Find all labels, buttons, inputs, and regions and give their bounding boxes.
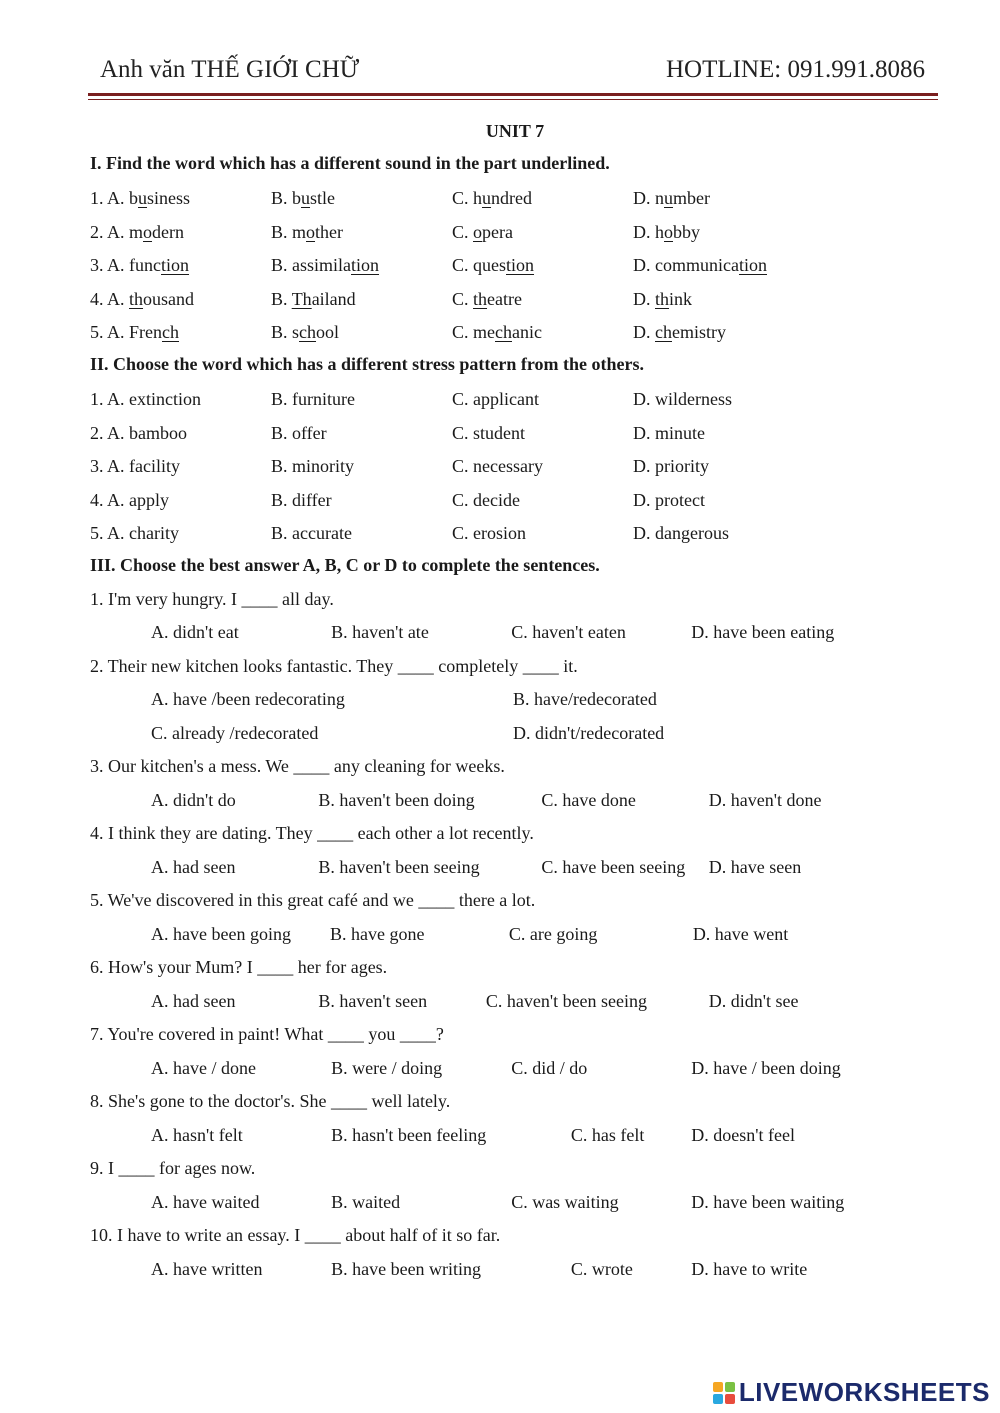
sound-option [452, 217, 633, 247]
answer-options [90, 785, 940, 819]
question-text: 7. You're covered in paint! What ____ you ____? [90, 1024, 444, 1044]
option-text: ndred [491, 188, 532, 209]
sound-option [633, 250, 814, 280]
option-text: D. [633, 288, 655, 309]
answer-option[interactable]: A. have /been redecorating [151, 689, 345, 709]
header-hotline: HOTLINE: 091.991.8086 [666, 56, 925, 83]
option-text: bby [673, 221, 700, 242]
answer-option[interactable]: B. waited [331, 1191, 401, 1212]
answer-option[interactable]: C. have done [541, 789, 636, 810]
answer-options [90, 718, 940, 752]
option-text: C. ques [452, 255, 506, 276]
sound-option [271, 317, 452, 347]
sound-option [452, 250, 633, 280]
answer-options [90, 1053, 940, 1087]
answer-option[interactable]: D. haven't done [708, 789, 822, 810]
page-header [100, 56, 925, 84]
answer-options [90, 684, 940, 718]
answer-option[interactable]: D. doesn't feel [691, 1124, 795, 1145]
answer-option[interactable]: B. have gone [329, 923, 425, 944]
section-2-title: II. Choose the word which has a different stress pattern from the others. [90, 354, 644, 374]
underlined-part: u [301, 188, 311, 209]
option-text: 4. A. [90, 288, 130, 309]
header-rule-thin [88, 99, 938, 100]
answer-option[interactable]: A. have written [151, 1258, 263, 1279]
sound-option [90, 284, 271, 314]
sound-option [90, 250, 271, 280]
header-rule-thick [88, 93, 938, 96]
option-text: siness [147, 188, 191, 209]
answer-option[interactable]: C. are going [508, 923, 598, 944]
underlined-part: u [664, 188, 673, 209]
option-text: B. m [271, 221, 307, 242]
underlined-part: tion [506, 255, 535, 276]
answer-options [90, 1187, 940, 1221]
option-text: 5. A. Fren [90, 322, 162, 343]
stress-option: 5. A. charity [90, 523, 179, 544]
sound-option [452, 317, 633, 347]
answer-option[interactable]: C. haven't been seeing [485, 990, 648, 1011]
stress-option: 2. A. bamboo [90, 422, 187, 443]
answer-options [90, 1254, 940, 1288]
logo-mark-icon [713, 1382, 735, 1404]
stress-question-row [90, 383, 940, 417]
answer-option[interactable]: D. have been eating [691, 622, 835, 642]
option-text: C. h [452, 188, 483, 209]
sound-option [452, 284, 633, 314]
stress-option: B. minority [271, 456, 355, 477]
sound-option [633, 183, 814, 213]
sound-option [271, 183, 452, 213]
option-text: D. h [633, 221, 664, 242]
underlined-part: ch [299, 322, 317, 343]
stress-option: B. offer [271, 422, 327, 443]
header-brand: Anh văn THẾ GIỚI CHỮ [100, 56, 360, 83]
underlined-part: u [138, 188, 148, 209]
stress-option: C. decide [452, 489, 520, 510]
option-text: ailand [311, 288, 356, 309]
answer-options [90, 1120, 940, 1154]
underlined-part: u [482, 188, 492, 209]
section-3-title: III. Choose the best answer A, B, C or D to complete the sentences. [90, 555, 600, 575]
option-text: C. [452, 221, 474, 242]
option-text: eatre [487, 288, 522, 309]
stress-option: 4. A. apply [90, 489, 169, 510]
option-text: ousand [143, 288, 195, 309]
option-text: 2. A. m [90, 221, 144, 242]
answer-option[interactable]: A. had seen [151, 856, 236, 877]
section-1-title: I. Find the word which has a different sound in the part underlined. [90, 153, 610, 173]
answer-option[interactable]: D. didn't/redecorated [513, 722, 665, 743]
question-text: 6. How's your Mum? I ____ her for ages. [90, 957, 388, 977]
stress-option: C. erosion [452, 523, 526, 544]
stress-option: D. minute [633, 422, 705, 443]
option-text: anic [512, 322, 542, 343]
underlined-part: tion [351, 255, 380, 276]
option-text: pera [482, 221, 513, 242]
answer-option[interactable]: D. have to write [691, 1258, 808, 1279]
answer-option[interactable]: A. have been going [151, 923, 291, 944]
answer-option[interactable]: D. have seen [708, 856, 802, 877]
stress-question-row [90, 450, 940, 484]
answer-option[interactable]: A. had seen [151, 990, 236, 1011]
stress-option: C. necessary [452, 456, 543, 477]
option-text: ool [316, 322, 340, 343]
stress-option: D. protect [633, 489, 705, 510]
section-3-questions [90, 584, 940, 1288]
option-text: B. assimila [271, 255, 351, 276]
answer-option[interactable]: A. hasn't felt [151, 1124, 243, 1145]
underlined-part: tion [161, 255, 190, 276]
option-text: stle [310, 188, 336, 209]
unit-title: UNIT 7 [485, 121, 545, 141]
underlined-part: ch [162, 322, 179, 343]
question-text: 9. I ____ for ages now. [90, 1158, 256, 1178]
option-text: C. [452, 288, 474, 309]
sound-option [452, 183, 633, 213]
sound-option [90, 317, 271, 347]
answer-option[interactable]: D. didn't see [708, 990, 799, 1011]
answer-option[interactable]: B. haven't been doing [318, 789, 475, 810]
sound-question-row [90, 316, 940, 350]
underlined-part: o [473, 221, 483, 242]
answer-option[interactable]: A. didn't do [151, 789, 236, 810]
answer-options [90, 919, 940, 953]
sound-option [90, 217, 271, 247]
underlined-part: th [473, 288, 488, 309]
sound-option [271, 217, 452, 247]
sound-option [271, 284, 452, 314]
underlined-part: o [143, 221, 153, 242]
option-text: emistry [672, 322, 726, 343]
sound-option [271, 250, 452, 280]
answer-option[interactable]: B. haven't seen [318, 990, 428, 1011]
stress-option: D. wilderness [633, 389, 732, 410]
answer-option[interactable]: C. haven't eaten [511, 622, 626, 642]
sound-option [90, 183, 271, 213]
answer-option[interactable]: B. haven't ate [331, 622, 429, 642]
answer-option[interactable]: B. were / doing [331, 1057, 443, 1078]
underlined-part: o [306, 221, 316, 242]
worksheet-content [90, 118, 940, 1287]
underlined-part: ch [655, 322, 672, 343]
answer-option[interactable]: D. have been waiting [691, 1191, 845, 1212]
question-text: 2. Their new kitchen looks fantastic. They ____ completely ____ it. [90, 655, 578, 676]
answer-option[interactable]: C. have been seeing [541, 856, 686, 877]
option-text: B. [271, 288, 292, 309]
liveworksheets-logo [713, 1377, 990, 1408]
sound-option [633, 217, 814, 247]
answer-option[interactable]: B. haven't been seeing [318, 856, 480, 877]
option-text: 1. A. b [90, 188, 139, 209]
stress-option: 1. A. extinction [90, 389, 201, 410]
stress-question-row [90, 483, 940, 517]
answer-option[interactable]: A. didn't eat [151, 622, 239, 642]
logo-text: LIVEWORKSHEETS [738, 1377, 990, 1407]
stress-option: B. accurate [271, 523, 352, 544]
stress-question-row [90, 517, 940, 551]
answer-option[interactable]: B. have/redecorated [513, 689, 657, 709]
option-text: ink [669, 288, 693, 309]
underlined-part: th [129, 288, 144, 309]
stress-option: C. student [452, 422, 526, 443]
stress-option: D. priority [633, 456, 709, 477]
underlined-part: tion [738, 255, 767, 276]
section-1-rows [90, 182, 940, 350]
question-text: 1. I'm very hungry. I ____ all day. [90, 588, 334, 609]
answer-option[interactable]: D. have / been doing [691, 1057, 841, 1078]
stress-option: D. dangerous [633, 523, 729, 544]
question-text: 5. We've discovered in this great café and we ____ there a lot. [90, 890, 536, 910]
option-text: ther [315, 221, 343, 242]
question-text: 4. I think they are dating. They ____ each other a lot recently. [90, 823, 534, 843]
option-text: B. s [271, 322, 300, 343]
answer-option[interactable]: D. have went [692, 923, 789, 944]
answer-option[interactable]: C. did / do [511, 1057, 588, 1078]
underlined-part: th [655, 288, 670, 309]
answer-options [90, 986, 940, 1020]
question-text: 8. She's gone to the doctor's. She ____ well lately. [90, 1091, 451, 1111]
stress-question-row [90, 416, 940, 450]
answer-options [90, 852, 940, 886]
answer-option[interactable]: A. have waited [151, 1191, 260, 1212]
answer-options [90, 617, 940, 651]
question-text: 10. I have to write an essay. I ____ about half of it so far. [90, 1225, 501, 1245]
underlined-part: Th [291, 288, 312, 309]
stress-option: B. differ [271, 489, 332, 510]
sound-question-row [90, 249, 940, 283]
sound-question-row [90, 282, 940, 316]
answer-option[interactable]: C. has felt [570, 1124, 645, 1145]
underlined-part: o [664, 221, 673, 242]
underlined-part: ch [495, 322, 512, 343]
answer-option[interactable]: C. was waiting [511, 1191, 619, 1212]
stress-option: 3. A. facility [90, 456, 180, 477]
stress-option: B. furniture [271, 389, 355, 410]
option-text: B. b [271, 188, 302, 209]
answer-option[interactable]: A. have / done [151, 1057, 256, 1078]
option-text: dern [152, 221, 184, 242]
option-text: D. n [633, 188, 664, 209]
option-text: D. [633, 322, 655, 343]
option-text: 3. A. func [90, 255, 161, 276]
option-text: mber [673, 188, 710, 209]
answer-option[interactable]: B. hasn't been feeling [331, 1124, 487, 1145]
sound-question-row [90, 215, 940, 249]
answer-option[interactable]: C. wrote [570, 1258, 633, 1279]
option-text: D. communica [633, 255, 739, 276]
answer-option[interactable]: B. have been writing [331, 1258, 482, 1279]
option-text: C. me [452, 322, 495, 343]
sound-option [633, 317, 814, 347]
answer-option[interactable]: C. already /redecorated [151, 722, 319, 743]
question-text: 3. Our kitchen's a mess. We ____ any cleaning for weeks. [90, 756, 505, 776]
stress-option: C. applicant [452, 389, 539, 410]
sound-option [633, 284, 814, 314]
sound-question-row [90, 182, 940, 216]
section-2-rows [90, 383, 940, 551]
